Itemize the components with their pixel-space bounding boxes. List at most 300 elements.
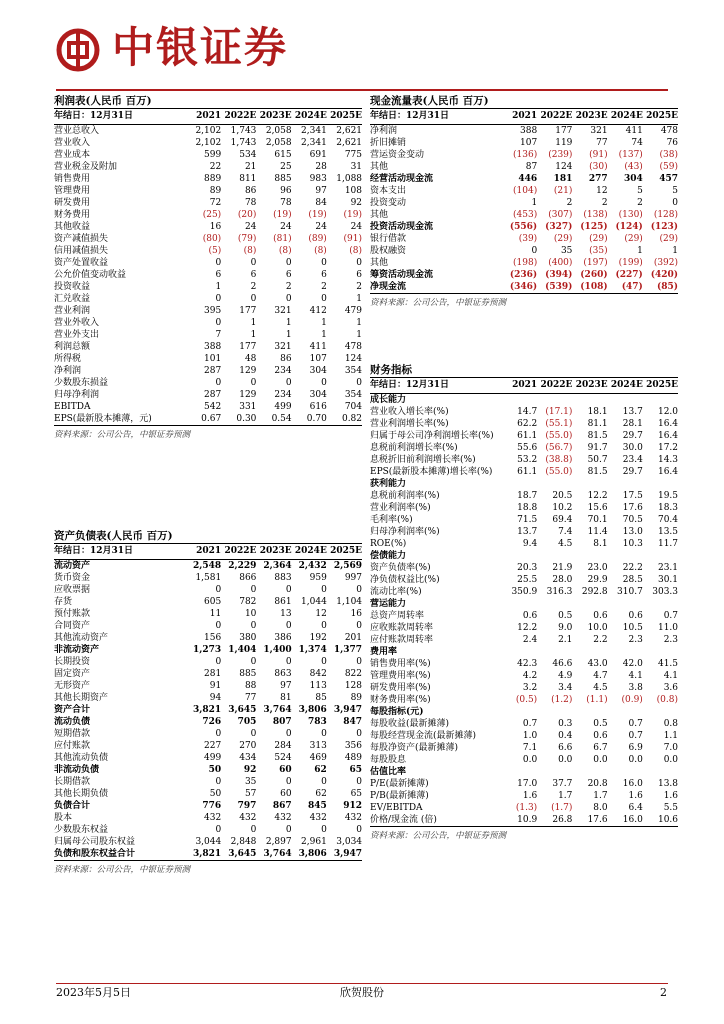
header-year: 2023E	[259, 111, 292, 121]
row-value	[537, 394, 572, 406]
row-value: 0.0	[663, 755, 679, 765]
row-value	[608, 550, 643, 562]
row-value	[572, 766, 607, 778]
row-value: 2	[321, 282, 327, 292]
row-label: 息税前利润率(%)	[370, 491, 440, 501]
row-label: 研发费用	[54, 198, 91, 208]
row-label: 其他	[370, 210, 389, 220]
table-row	[54, 668, 362, 680]
row-label: EV/EBITDA	[370, 803, 423, 813]
row-value: 17.6	[622, 503, 643, 513]
row-value: 0	[250, 294, 257, 304]
row-value	[643, 646, 678, 658]
row-label: 财务费用	[54, 210, 91, 220]
row-value: (197)	[583, 258, 608, 268]
row-label: 折旧摊销	[370, 138, 407, 148]
row-value	[608, 646, 643, 658]
row-value: 3,764	[263, 849, 292, 859]
row-value: 0	[321, 825, 327, 835]
row-value: 9.0	[558, 623, 573, 633]
row-label: 非流动负债	[54, 765, 100, 775]
table-row	[54, 149, 362, 161]
row-label: 净现金流	[370, 282, 407, 292]
row-label: 营业利润	[54, 306, 91, 316]
table-row	[54, 293, 362, 305]
row-value: (5)	[208, 246, 222, 256]
row-value: (25)	[202, 210, 222, 220]
row-value: 1	[321, 318, 327, 328]
row-value: 1.6	[663, 791, 679, 801]
table-row	[54, 848, 362, 860]
row-label: 成长能力	[370, 395, 407, 405]
table-row	[54, 752, 362, 764]
row-value: 10	[244, 609, 257, 619]
row-value: 28.5	[622, 575, 643, 585]
row-value: 885	[239, 669, 257, 679]
table-row	[370, 814, 678, 826]
row-value: 0.8	[663, 719, 679, 729]
table-row	[370, 586, 678, 598]
header-year: 2021	[512, 380, 538, 390]
row-value: 867	[272, 801, 292, 811]
row-value: (125)	[580, 222, 608, 232]
row-value	[572, 478, 607, 490]
row-value: 5	[637, 186, 643, 196]
table-row	[370, 694, 678, 706]
row-value: 1.6	[628, 791, 643, 801]
row-value: 62	[314, 765, 327, 775]
row-label: 净负债权益比(%)	[370, 575, 440, 585]
row-value: (91)	[589, 150, 608, 160]
row-label: 总资产周转率	[370, 611, 425, 621]
row-value: 3,806	[298, 849, 327, 859]
header-year: 2024E	[610, 111, 643, 121]
row-value: 0	[321, 294, 327, 304]
table-row	[370, 185, 678, 197]
row-value: 124	[555, 162, 573, 172]
row-value: 22	[209, 162, 222, 172]
row-label: 少数股东权益	[54, 825, 109, 835]
table-row	[54, 704, 362, 716]
row-label: 每股收益(最新摊薄)	[370, 719, 450, 729]
row-value: 0	[321, 621, 327, 631]
row-value: (1.3)	[515, 803, 538, 813]
row-value: 605	[204, 597, 222, 607]
row-value: 845	[308, 801, 327, 811]
row-label: 少数股东损益	[54, 378, 109, 388]
table-row	[54, 824, 362, 836]
table-row	[54, 353, 362, 365]
row-value: 28.0	[552, 575, 573, 585]
row-label: 营运资金变动	[370, 150, 425, 160]
row-value: 321	[274, 306, 292, 316]
row-value: 10.2	[552, 503, 573, 513]
row-value: 411	[625, 126, 643, 136]
row-value: (91)	[343, 234, 363, 244]
table-row	[54, 692, 362, 704]
row-label: 研发费用率(%)	[370, 683, 431, 693]
row-value: 489	[344, 753, 363, 763]
row-value	[502, 478, 537, 490]
row-value: 0	[215, 825, 222, 835]
row-value: 0	[250, 258, 257, 268]
row-value: 0.3	[558, 719, 573, 729]
row-value: 2,621	[336, 126, 363, 136]
cash-flow-statement	[370, 93, 678, 309]
table-row	[370, 682, 678, 694]
row-value: 2	[601, 198, 608, 208]
row-value: 0	[215, 657, 222, 667]
row-value: 1.6	[522, 791, 538, 801]
balance-table-body	[54, 560, 362, 860]
table-row	[370, 418, 678, 430]
row-value: 57	[244, 789, 257, 799]
row-value: (29)	[589, 234, 608, 244]
row-label: 资产处置收益	[54, 258, 109, 268]
row-value: 2,102	[195, 126, 222, 136]
row-value: 0	[250, 729, 257, 739]
row-value: 94	[209, 693, 222, 703]
row-value: 1	[356, 294, 363, 304]
table-row	[370, 634, 678, 646]
row-label: 净利润	[370, 126, 398, 136]
row-value: 20.3	[517, 563, 538, 573]
row-value: 177	[555, 126, 573, 136]
row-value: 705	[237, 717, 257, 727]
row-value: (47)	[621, 282, 643, 292]
row-value: 3,764	[263, 705, 292, 715]
header-year: 2021	[512, 111, 538, 121]
row-value: (29)	[624, 234, 643, 244]
row-value: 2	[250, 282, 257, 292]
row-value: (227)	[615, 270, 643, 280]
row-label: 营业收入增长率(%)	[370, 407, 449, 417]
row-value: 86	[280, 354, 292, 364]
row-value: 0	[285, 825, 292, 835]
row-value: 287	[204, 390, 222, 400]
row-value: 8.0	[593, 803, 608, 813]
table-row	[54, 125, 362, 137]
row-value: 11	[209, 609, 222, 619]
row-value: (59)	[659, 162, 679, 172]
table-row	[370, 706, 678, 718]
row-value: 5.5	[663, 803, 679, 813]
row-value: 18.7	[517, 491, 538, 501]
row-value: 65	[349, 765, 363, 775]
row-value: 35	[244, 777, 257, 787]
row-value: 0	[356, 585, 363, 595]
row-label: 长期借款	[54, 777, 91, 787]
table-row	[54, 644, 362, 656]
row-value: 0	[285, 657, 292, 667]
row-value: 889	[204, 174, 222, 184]
table-row	[54, 137, 362, 149]
row-label: 利润总额	[54, 342, 91, 352]
row-value: 704	[344, 402, 363, 412]
row-value: 20.5	[552, 491, 573, 501]
table-row	[370, 778, 678, 790]
row-label: 息税折旧前利润增长率(%)	[370, 455, 476, 465]
row-value: 304	[624, 174, 643, 184]
row-value: (55.0)	[545, 431, 573, 441]
row-label: 归母净利润率(%)	[370, 527, 440, 537]
row-value: 0.0	[628, 755, 643, 765]
row-value: 807	[272, 717, 292, 727]
table-row	[54, 716, 362, 728]
table-row	[54, 281, 362, 293]
row-value: 2,848	[230, 837, 257, 847]
row-value: 13.0	[622, 527, 643, 537]
row-label: 合同资产	[54, 621, 91, 631]
header-year: 2023E	[575, 380, 608, 390]
financial-ratios	[370, 362, 678, 842]
row-value: 2.4	[522, 635, 538, 645]
row-value: 2,569	[333, 561, 363, 571]
row-value: 0.4	[558, 731, 573, 741]
row-value	[608, 598, 643, 610]
row-value: 89	[209, 186, 222, 196]
table-row	[370, 562, 678, 574]
row-value: 2	[637, 198, 643, 208]
row-value: 2.1	[558, 635, 573, 645]
row-value: 71.5	[517, 515, 538, 525]
row-value: 6.4	[628, 803, 643, 813]
row-value: 30.1	[657, 575, 679, 585]
row-value: 1,400	[263, 645, 292, 655]
row-value: 912	[343, 801, 363, 811]
row-value: 822	[344, 669, 363, 679]
header-year: 2022E	[540, 111, 573, 121]
row-value: 2	[285, 282, 292, 292]
row-value: 84	[315, 198, 327, 208]
row-value: 78	[280, 198, 292, 208]
row-value: 24	[244, 222, 257, 232]
row-value: 1,104	[336, 597, 363, 607]
row-value: 62.2	[517, 419, 538, 429]
row-value: (0.5)	[515, 695, 538, 705]
row-value: 124	[344, 354, 363, 364]
row-value: 0	[215, 258, 222, 268]
row-value: 1,044	[301, 597, 327, 607]
row-value	[608, 478, 643, 490]
row-value: 0	[285, 294, 292, 304]
row-value: 23.4	[622, 455, 643, 465]
table-row	[370, 233, 678, 245]
table-row	[54, 740, 362, 752]
row-value: 1	[356, 330, 363, 340]
row-value: 0	[250, 585, 257, 595]
row-label: 投资收益	[54, 282, 91, 292]
row-value: 101	[204, 354, 222, 364]
row-value: 350.9	[511, 587, 538, 597]
row-label: 流动资产	[54, 561, 91, 571]
header-year: 2021	[196, 546, 222, 556]
row-label: EPS(最新股本摊薄，元)	[54, 414, 152, 424]
report-header	[56, 0, 668, 92]
row-value: 386	[274, 633, 292, 643]
table-row	[370, 137, 678, 149]
row-value: 19.5	[657, 491, 679, 501]
brand-name: 中银证券	[112, 23, 289, 72]
row-value: 281	[204, 669, 222, 679]
row-value: (29)	[659, 234, 679, 244]
row-label: 每股净资产(最新摊薄)	[370, 743, 459, 753]
table-row	[54, 341, 362, 353]
row-value: 0	[250, 825, 257, 835]
row-value: 354	[344, 366, 363, 376]
row-value: 691	[309, 150, 327, 160]
row-label: 其他流动负债	[54, 753, 109, 763]
row-value: 354	[344, 390, 363, 400]
row-value: 1,377	[333, 645, 363, 655]
row-value: 12	[596, 186, 608, 196]
table-row	[54, 377, 362, 389]
row-value: 26.8	[552, 815, 573, 825]
row-value: (199)	[618, 258, 643, 268]
row-value: 446	[518, 174, 538, 184]
row-value: 388	[204, 342, 222, 352]
row-value: 0.6	[593, 731, 608, 741]
row-value: (29)	[553, 234, 573, 244]
header-rule	[56, 89, 668, 91]
row-value: 18.8	[517, 503, 538, 513]
table-row	[370, 718, 678, 730]
row-value: 9.4	[522, 539, 538, 549]
table-row	[54, 680, 362, 692]
row-value: (556)	[509, 222, 538, 232]
row-value: 6.6	[558, 743, 573, 753]
header-year: 2025E	[646, 111, 679, 121]
row-value: 1.1	[663, 731, 679, 741]
header-year: 2022E	[224, 546, 257, 556]
row-value: 3,821	[193, 705, 222, 715]
row-value: 7	[215, 330, 222, 340]
row-value: 432	[204, 813, 222, 823]
row-value: 432	[309, 813, 327, 823]
row-value: 1.0	[522, 731, 538, 741]
row-value: 107	[309, 354, 327, 364]
row-value: 10.0	[587, 623, 608, 633]
row-value: (260)	[580, 270, 608, 280]
row-value: 2,058	[265, 126, 292, 136]
row-value: 97	[315, 186, 327, 196]
table-row	[370, 622, 678, 634]
row-value: 10.6	[657, 815, 679, 825]
row-value	[502, 646, 537, 658]
row-value: (8)	[349, 246, 363, 256]
row-value: 2,364	[263, 561, 292, 571]
table-row	[370, 526, 678, 538]
row-value: 534	[239, 150, 257, 160]
row-label: 每股经营现金流(最新摊薄)	[370, 731, 477, 741]
income-source: 资料来源：公司公告，中银证券预测	[54, 425, 362, 441]
row-value: (1.7)	[551, 803, 573, 813]
table-row	[54, 620, 362, 632]
row-value: 3,947	[333, 849, 363, 859]
row-value: 22.2	[622, 563, 643, 573]
row-label: 营业利润率(%)	[370, 503, 431, 513]
ratios-header-row	[370, 378, 678, 394]
row-label: 销售费用率(%)	[370, 659, 431, 669]
row-label: 其他长期负债	[54, 789, 109, 799]
balance-sheet	[54, 528, 362, 876]
row-label: 股本	[54, 813, 73, 823]
table-row	[370, 598, 678, 610]
row-label: 预付账款	[54, 609, 91, 619]
row-value: 2,432	[298, 561, 327, 571]
row-value: 478	[344, 342, 363, 352]
row-label: 投资活动现金流	[370, 222, 434, 232]
row-value: 479	[344, 306, 363, 316]
row-value: 16.0	[622, 779, 643, 789]
table-row	[370, 394, 678, 406]
row-value: 17.5	[622, 491, 643, 501]
row-label: 资产合计	[54, 705, 91, 715]
table-row	[370, 197, 678, 209]
footer-company: 欣贺股份	[340, 986, 384, 999]
row-value: (453)	[513, 210, 538, 220]
table-row	[54, 608, 362, 620]
row-value: (30)	[589, 162, 608, 172]
row-label: 其他流动资产	[54, 633, 109, 643]
header-label: 年结日：12月31日	[54, 546, 134, 556]
row-value: 77	[596, 138, 608, 148]
balance-title: 资产负债表(人民币 百万)	[54, 528, 362, 544]
row-value: 181	[553, 174, 573, 184]
row-value	[608, 394, 643, 406]
row-value: (38)	[659, 150, 679, 160]
table-row	[54, 221, 362, 233]
table-row	[54, 209, 362, 221]
row-value: 797	[237, 801, 257, 811]
row-value: 0	[356, 729, 363, 739]
row-value: 88	[244, 681, 257, 691]
row-value: 321	[274, 342, 292, 352]
row-value: 227	[204, 741, 222, 751]
row-value	[572, 646, 607, 658]
row-value: 2,102	[195, 138, 222, 148]
row-value: 0	[356, 657, 363, 667]
row-value: 72	[209, 198, 222, 208]
row-value: 0	[215, 621, 222, 631]
row-value: 0	[285, 777, 292, 787]
row-value: 0	[356, 378, 363, 388]
row-value: 0	[250, 621, 257, 631]
row-value: 0	[285, 378, 292, 388]
table-row	[370, 790, 678, 802]
row-value: 96	[280, 186, 292, 196]
row-value: 128	[344, 681, 363, 691]
row-value	[643, 766, 678, 778]
header-year: 2021	[196, 111, 222, 121]
row-label: 汇兑收益	[54, 294, 91, 304]
table-row	[54, 245, 362, 257]
row-value: (1.1)	[586, 695, 608, 705]
row-value: 0.6	[593, 611, 608, 621]
row-value: (400)	[548, 258, 573, 268]
row-value: 1	[250, 318, 257, 328]
row-value: 192	[309, 633, 327, 643]
row-value: 17.6	[587, 815, 608, 825]
row-label: 归母净利润	[54, 390, 100, 400]
row-value: 87	[525, 162, 538, 172]
row-label: 负债和股东权益合计	[54, 849, 136, 859]
row-value: (1.2)	[551, 695, 573, 705]
table-row	[370, 730, 678, 742]
row-value: 29.7	[622, 431, 643, 441]
row-value: (19)	[308, 210, 327, 220]
row-value	[502, 394, 537, 406]
